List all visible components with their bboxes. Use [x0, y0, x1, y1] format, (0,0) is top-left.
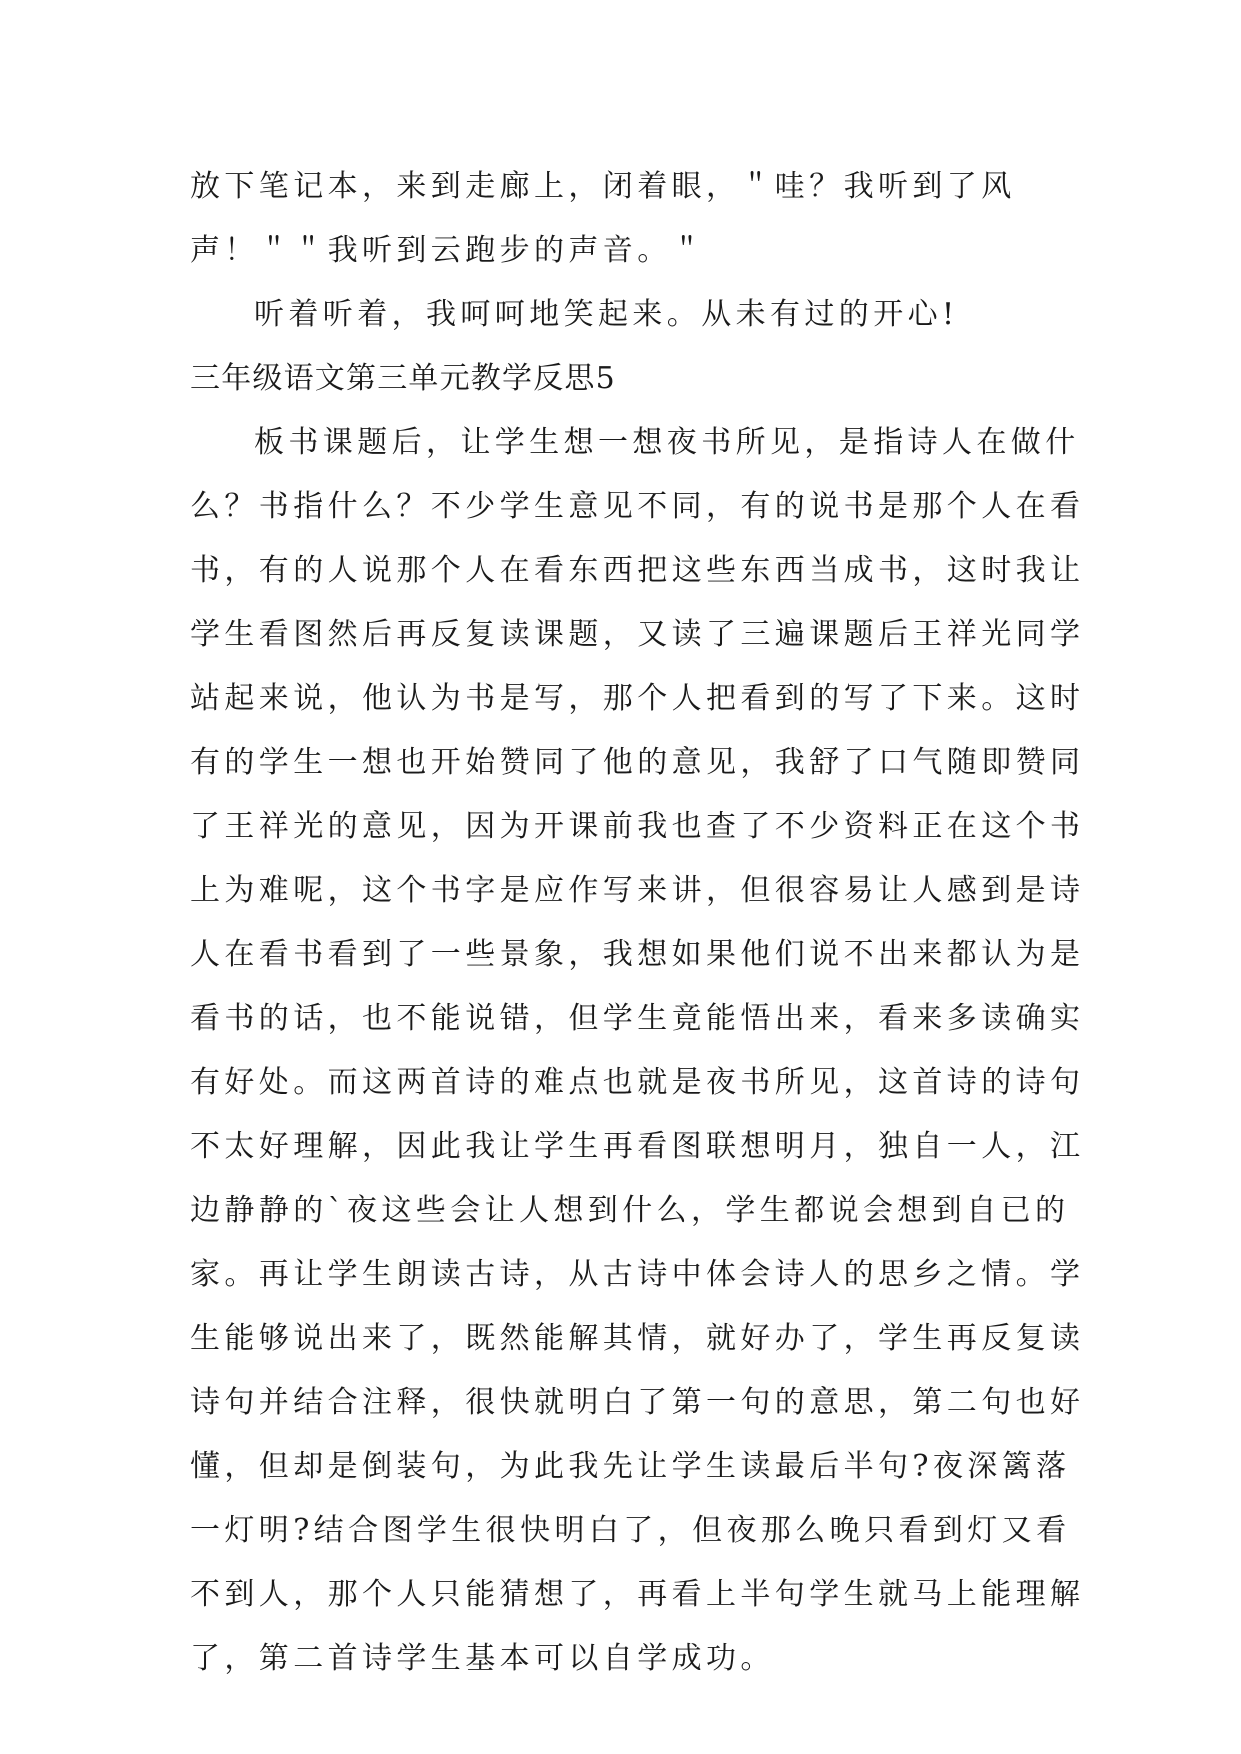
text-line: 了王祥光的意见，因为开课前我也查了不少资料正在这个书	[190, 809, 1085, 844]
text-line: 诗句并结合注释，很快就明白了第一句的意思，第二句也好	[190, 1385, 1085, 1420]
text-line: 学生看图然后再反复读课题，又读了三遍课题后王祥光同学	[190, 617, 1085, 652]
text-line: 声！＂＂我听到云跑步的声音。＂	[190, 233, 706, 268]
text-line: 不太好理解，因此我让学生再看图联想明月，独自一人，江	[190, 1129, 1085, 1164]
text-line: 站起来说，他认为书是写，那个人把看到的写了下来。这时	[190, 681, 1085, 716]
text-line: 家。再让学生朗读古诗，从古诗中体会诗人的思乡之情。学	[190, 1257, 1085, 1292]
text-line: 了，第二首诗学生基本可以自学成功。	[190, 1641, 775, 1676]
text-line: 放下笔记本，来到走廊上，闭着眼，＂哇？我听到了风	[190, 169, 1016, 204]
text-line: 一灯明?结合图学生很快明白了，但夜那么晚只看到灯又看	[190, 1513, 1071, 1548]
text-line: 有的学生一想也开始赞同了他的意见，我舒了口气随即赞同	[190, 745, 1085, 780]
text-line: 有好处。而这两首诗的难点也就是夜书所见，这首诗的诗句	[190, 1065, 1085, 1100]
document-body	[190, 155, 1085, 1691]
text-line: 上为难呢，这个书字是应作写来讲，但很容易让人感到是诗	[190, 873, 1085, 908]
text-line: 懂，但却是倒装句，为此我先让学生读最后半句?夜深篱落	[190, 1449, 1071, 1484]
section-heading: 三年级语文第三单元教学反思5	[190, 361, 616, 396]
paragraph-first-line: 板书课题后，让学生想一想夜书所见，是指诗人在做什	[254, 425, 1080, 460]
text-line: 边静静的`夜这些会让人想到什么，学生都说会想到自已的	[190, 1193, 1070, 1228]
text-line: 生能够说出来了，既然能解其情，就好办了，学生再反复读	[190, 1321, 1085, 1356]
paragraph-first-line: 听着听着，我呵呵地笑起来。从未有过的开心!	[254, 297, 959, 332]
text-line: 么？书指什么？不少学生意见不同，有的说书是那个人在看	[190, 489, 1085, 524]
text-line: 看书的话，也不能说错，但学生竟能悟出来，看来多读确实	[190, 1001, 1085, 1036]
text-line: 书，有的人说那个人在看东西把这些东西当成书，这时我让	[190, 553, 1085, 588]
text-line: 人在看书看到了一些景象，我想如果他们说不出来都认为是	[190, 937, 1085, 972]
text-line: 不到人，那个人只能猜想了，再看上半句学生就马上能理解	[190, 1577, 1085, 1612]
